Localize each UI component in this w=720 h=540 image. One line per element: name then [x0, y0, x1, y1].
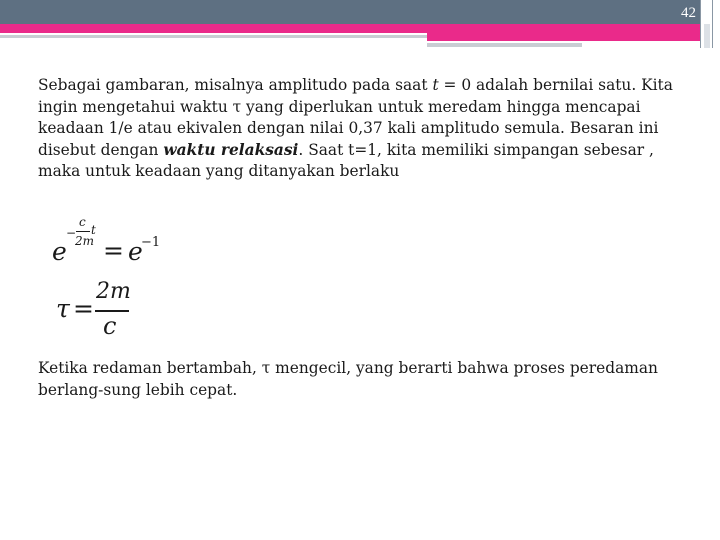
- conclusion-paragraph: Ketika redaman bertambah, τ mengecil, yang berarti bahwa proses peredaman berlang-sung lebih cepat.: [38, 359, 658, 399]
- header-rule: [700, 0, 701, 48]
- header-rule: [712, 0, 713, 48]
- text-segment: = 0 adalah bernilai satu. Kita ingin mengetahui waktu τ yang diperlukan untuk meredam hingga mencapai keadaan 1/e atau ekivalen dengan nilai 0,37 kali amplitudo semula. Besaran ini disebut dengan: [38, 76, 678, 159]
- divider-line-secondary: [427, 43, 582, 47]
- header-bar: [0, 0, 700, 24]
- page-number: 42: [681, 5, 696, 21]
- variable-t: t: [432, 76, 439, 94]
- eq1-exp-fraction-bar: [76, 231, 90, 232]
- intro-paragraph: [38, 75, 688, 183]
- eq1-rhs-base: e: [128, 237, 143, 266]
- eq1-exp-numerator: c: [79, 215, 86, 229]
- eq1-exp-minus: −: [66, 226, 77, 240]
- eq2-tau: τ: [56, 294, 70, 323]
- text-segment: . Saat t=1, kita memiliki simpangan sebesar , maka untuk keadaan yang ditanyakan berlaku: [38, 140, 659, 180]
- eq2-numerator: 2m: [96, 279, 131, 304]
- eq1-exp-denominator: 2m: [75, 234, 95, 248]
- eq1-exp-variable: t: [91, 223, 96, 237]
- eq1-base: e: [52, 237, 67, 266]
- eq2-equals: =: [73, 294, 94, 323]
- header-block: [704, 24, 710, 48]
- text-segment: Sebagai gambaran, misalnya amplitudo pada saat: [38, 76, 433, 94]
- accent-bar-secondary: [427, 33, 700, 41]
- eq2-denominator: c: [103, 312, 117, 340]
- accent-bar: [0, 24, 700, 33]
- term-emphasis: waktu relaksasi: [163, 140, 299, 159]
- eq1-equals: =: [103, 236, 124, 265]
- eq1-rhs-exponent: −1: [141, 235, 161, 250]
